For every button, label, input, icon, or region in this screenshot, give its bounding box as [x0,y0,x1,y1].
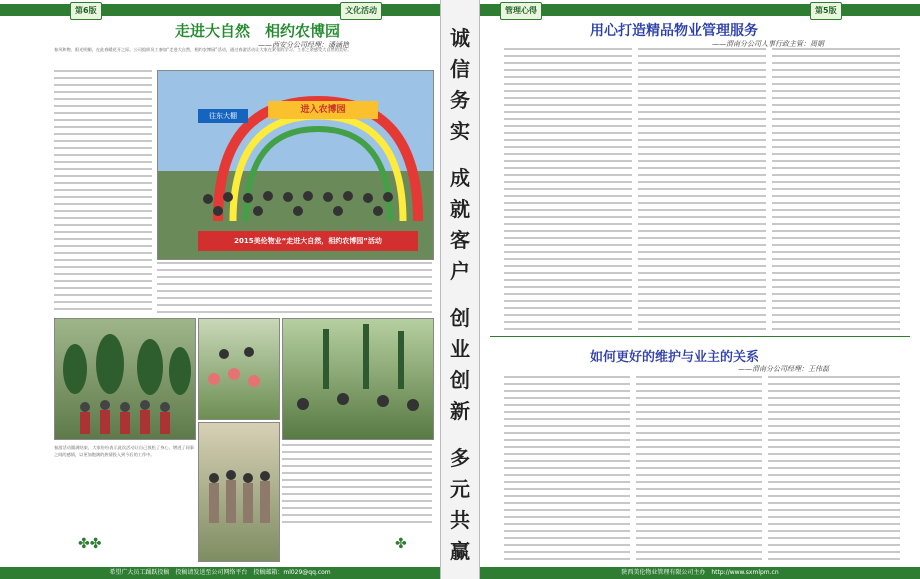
spine-char: 新 [450,399,470,423]
spine-char: 业 [450,337,470,361]
group-photo [157,70,434,260]
center-spine [440,0,480,579]
event-banner: 2015美伦物业“走进大自然，相约农博园”活动 [234,237,382,245]
garden-photo [282,318,434,440]
spine-char: 就 [450,197,470,221]
page-number-tab: 第6版 [70,2,102,20]
text-column [504,376,630,562]
flowers-illustration [199,319,279,419]
article-byline: ——渭南分公司人事行政主管：周娟 [712,40,824,48]
text-column [772,48,900,330]
spine-char: 实 [450,119,470,143]
right-page [480,0,920,579]
left-footer: 希望广大员工踊跃投稿 投稿请发送至公司网络平台 投稿邮箱：ml029@qq.com [0,567,440,579]
spine-char: 创 [450,368,470,392]
arch-text: 进入农博园 [300,105,346,115]
lead-paragraph: 春风和煦、阳光明媚，在此春暖花开之际，公司组织员工参加“走进大自然，相约农博园”活动，通过春游活动让大家在紧张的学习、工作之余感受大自然的美好。 [54,47,352,52]
section-tab: 文化活动 [340,2,382,20]
page-number-tab: 第5版 [810,2,842,20]
section-divider [490,336,910,337]
spine-char: 共 [450,508,470,532]
text-column [768,376,900,562]
spine-char: 赢 [450,539,470,563]
article-byline: ——西安分公司经理：潘涵艳 [258,41,349,49]
clover-icon: ✤ [395,536,407,552]
spine-char: 客 [450,228,470,252]
spine-char: 创 [450,306,470,330]
spine-char: 信 [450,57,470,81]
text-column [54,70,152,310]
article-byline-2: ——渭南分公司经理：王伟磊 [738,365,829,373]
women-illustration [199,423,279,561]
header-bar [480,4,920,16]
closing-paragraph: 春游活动圆满结束，大家纷纷表示此次活动让自己放松了身心，增进了同事之间的感情，以更加饱满的热情投入到今后的工作中。 [54,445,194,457]
greenhouse-illustration [55,319,195,439]
spine-char: 成 [450,166,470,190]
text-block [157,262,432,314]
article-title: 走进大自然 相约农博园 [175,22,341,40]
right-footer: 陕西美伦物业管理有限公司主办 http://www.sxmlpm.cn [480,567,920,579]
article-title-2: 如何更好的维护与业主的关系 [590,350,760,365]
spine-char: 元 [450,477,470,501]
gate-sign: 往东大棚 [209,112,237,120]
text-column [504,48,632,330]
garden-illustration [283,319,433,439]
article-title: 用心打造精品物业管理服务 [590,23,758,39]
greenhouse-photo [54,318,196,440]
spine-char: 诚 [450,26,470,50]
left-page [0,0,440,579]
flowers-photo [198,318,280,420]
spine-char: 务 [450,88,470,112]
spine-char: 户 [450,259,470,283]
text-block-2 [282,444,432,528]
group-women-photo [198,422,280,562]
spine-char: 多 [450,446,470,470]
text-column [638,48,766,330]
section-tab: 管理心得 [500,2,542,20]
text-column [636,376,762,562]
clover-icon: ✤✤ [78,536,102,552]
